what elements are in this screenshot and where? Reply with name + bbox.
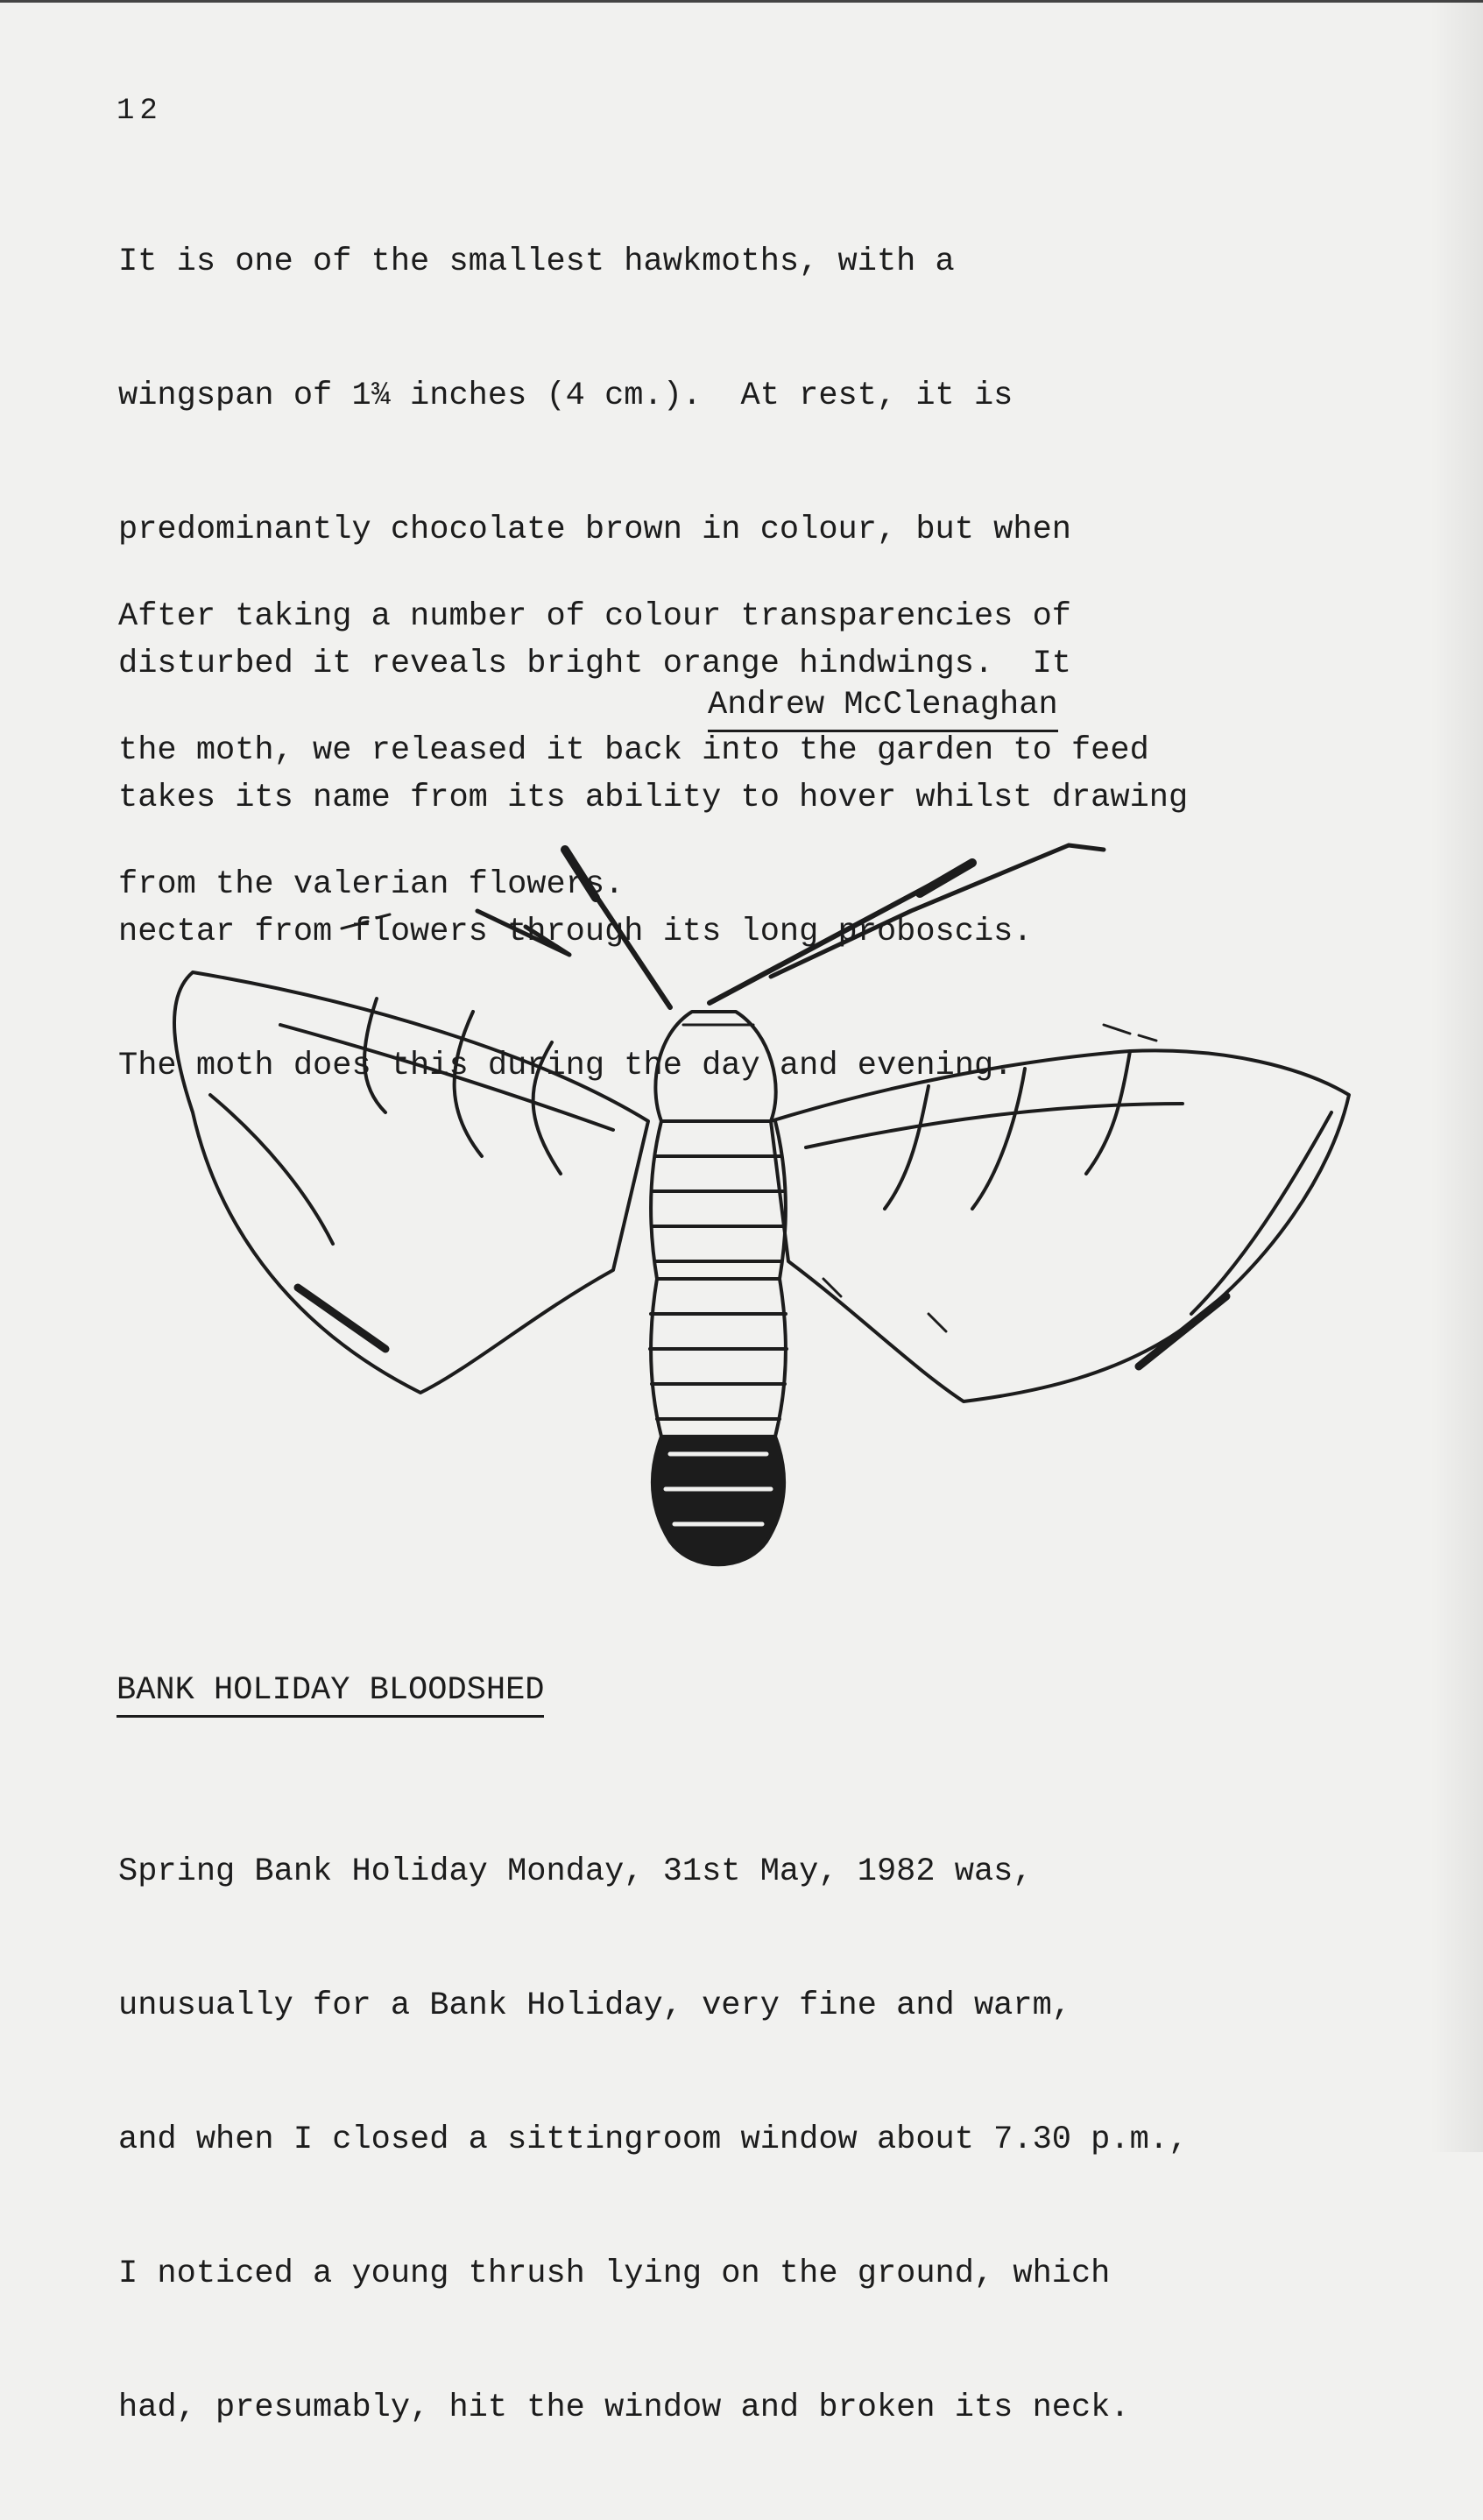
page-top-edge: [0, 0, 1483, 3]
text-line: The moth does this during the day and evening.: [118, 1048, 1013, 1084]
page-right-shadow: [1430, 0, 1483, 2152]
text-line: takes its name from its ability to hover whilst drawing: [118, 780, 1189, 816]
text-line: and when I closed a sittingroom window about 7.30 p.m.,: [118, 2121, 1189, 2158]
text-line: wingspan of 1¾ inches (4 cm.). At rest, it is: [118, 378, 1013, 414]
text-line: the moth, we released it back into the garden to feed: [118, 732, 1149, 769]
forewing-left: [174, 972, 648, 1393]
text-line: After taking a number of colour transparencies of: [118, 598, 1071, 635]
antennae: [477, 845, 1104, 1007]
moth-body: [650, 1012, 787, 1564]
text-line: Spring Bank Holiday Monday, 31st May, 1982 was,: [118, 1853, 1033, 1890]
text-line: unusually for a Bank Holiday, very fine and warm,: [118, 1987, 1071, 2024]
text-line: I noticed a young thrush lying on the ground, which: [118, 2255, 1111, 2292]
text-line: It is one of the smallest hawkmoths, with a: [118, 244, 955, 280]
page-number: 12: [117, 95, 163, 128]
text-line: had, presumably, hit the window and broken its neck.: [118, 2389, 1130, 2426]
text-line: predominantly chocolate brown in colour, but when: [118, 512, 1071, 548]
hawkmoth-drawing-icon: [158, 823, 1366, 1577]
author-signature: Andrew McClenaghan: [708, 683, 1058, 732]
forewing-right: [771, 1050, 1349, 1401]
section-heading: BANK HOLIDAY BLOODSHED: [117, 1669, 544, 1718]
text-line: nectar from flowers through its long proboscis.: [118, 914, 1033, 950]
text-line: from the valerian flowers.: [118, 866, 625, 903]
text-line: disturbed it reveals bright orange hindwings. It: [118, 646, 1071, 682]
bank-holiday-paragraph: [118, 1761, 1188, 2520]
